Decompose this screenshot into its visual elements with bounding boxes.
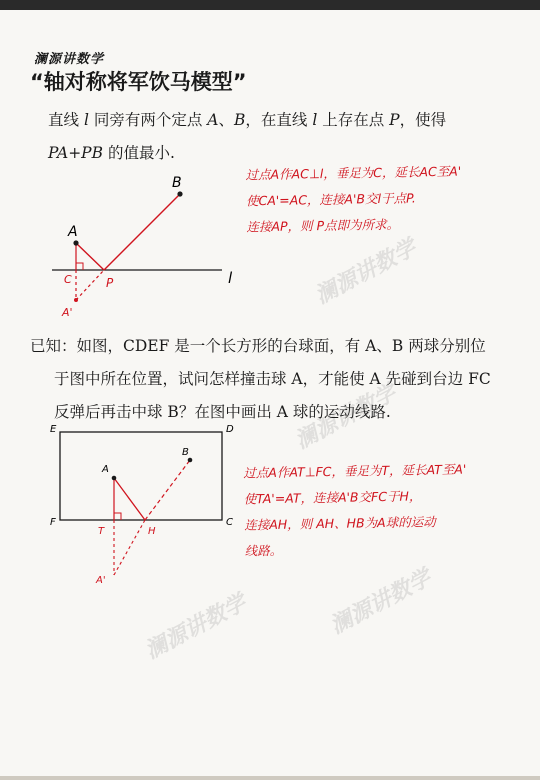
watermark: 澜源讲数学 <box>311 235 421 310</box>
problem-2-text: 已知：如图，CDEF 是一个长方形的台球面，有 A、B 两球分别位 于图中所在位置，试问怎样撞击球 A，才能使 A 先碰到台边 FC 反弹后再击中球 B？在图中画出 A 球的运动线路. <box>30 337 491 421</box>
label-D: D <box>226 424 234 435</box>
watermark: 澜源讲数学 <box>326 565 436 640</box>
ball-B <box>188 458 193 463</box>
problem-1-text: 直线 l 同旁有两个定点 A、B，在直线 l 上存在点 P，使得 PA+PB 的值最小. <box>48 111 447 162</box>
label-E: E <box>50 424 57 435</box>
label-A: A <box>102 464 109 475</box>
label-F: F <box>50 517 56 528</box>
watermark: 澜源讲数学 <box>141 590 251 665</box>
ball-A <box>112 476 117 481</box>
label-A: A <box>68 224 78 240</box>
right-angle-mark <box>114 513 121 520</box>
segment-A-prime-H <box>114 520 145 575</box>
label-A-prime: A' <box>62 306 73 319</box>
watermark: 澜源讲数学 <box>291 380 401 455</box>
label-H: H <box>148 526 156 537</box>
label-B: B <box>182 447 189 458</box>
table-rectangle <box>60 432 222 520</box>
label-B: B <box>172 175 182 191</box>
label-C: C <box>226 517 233 528</box>
solution-2-handwriting: 过点A作AT⊥FC，垂足为T，延长AT至A' 使TA'=AT，连接A'B交FC于H， 连接AH，则 AH、HB为A球的运动 线路。 <box>243 461 467 559</box>
page-title: “轴对称将军饮马模型” <box>30 70 247 94</box>
label-l: l <box>228 269 233 287</box>
segment-AH <box>114 478 145 520</box>
solution-1-handwriting: 过点A作AC⊥l，垂足为C，延长AC至A' 使CA'=AC，连接A'B交l于点P. 连接AP，则 P点即为所求。 <box>245 163 462 235</box>
label-A-prime: A' <box>96 575 106 586</box>
label-C: C <box>64 273 72 286</box>
segment-HB <box>145 460 190 520</box>
label-P: P <box>106 276 114 290</box>
brand-label: 澜源讲数学 <box>34 52 105 67</box>
label-T: T <box>98 526 105 537</box>
